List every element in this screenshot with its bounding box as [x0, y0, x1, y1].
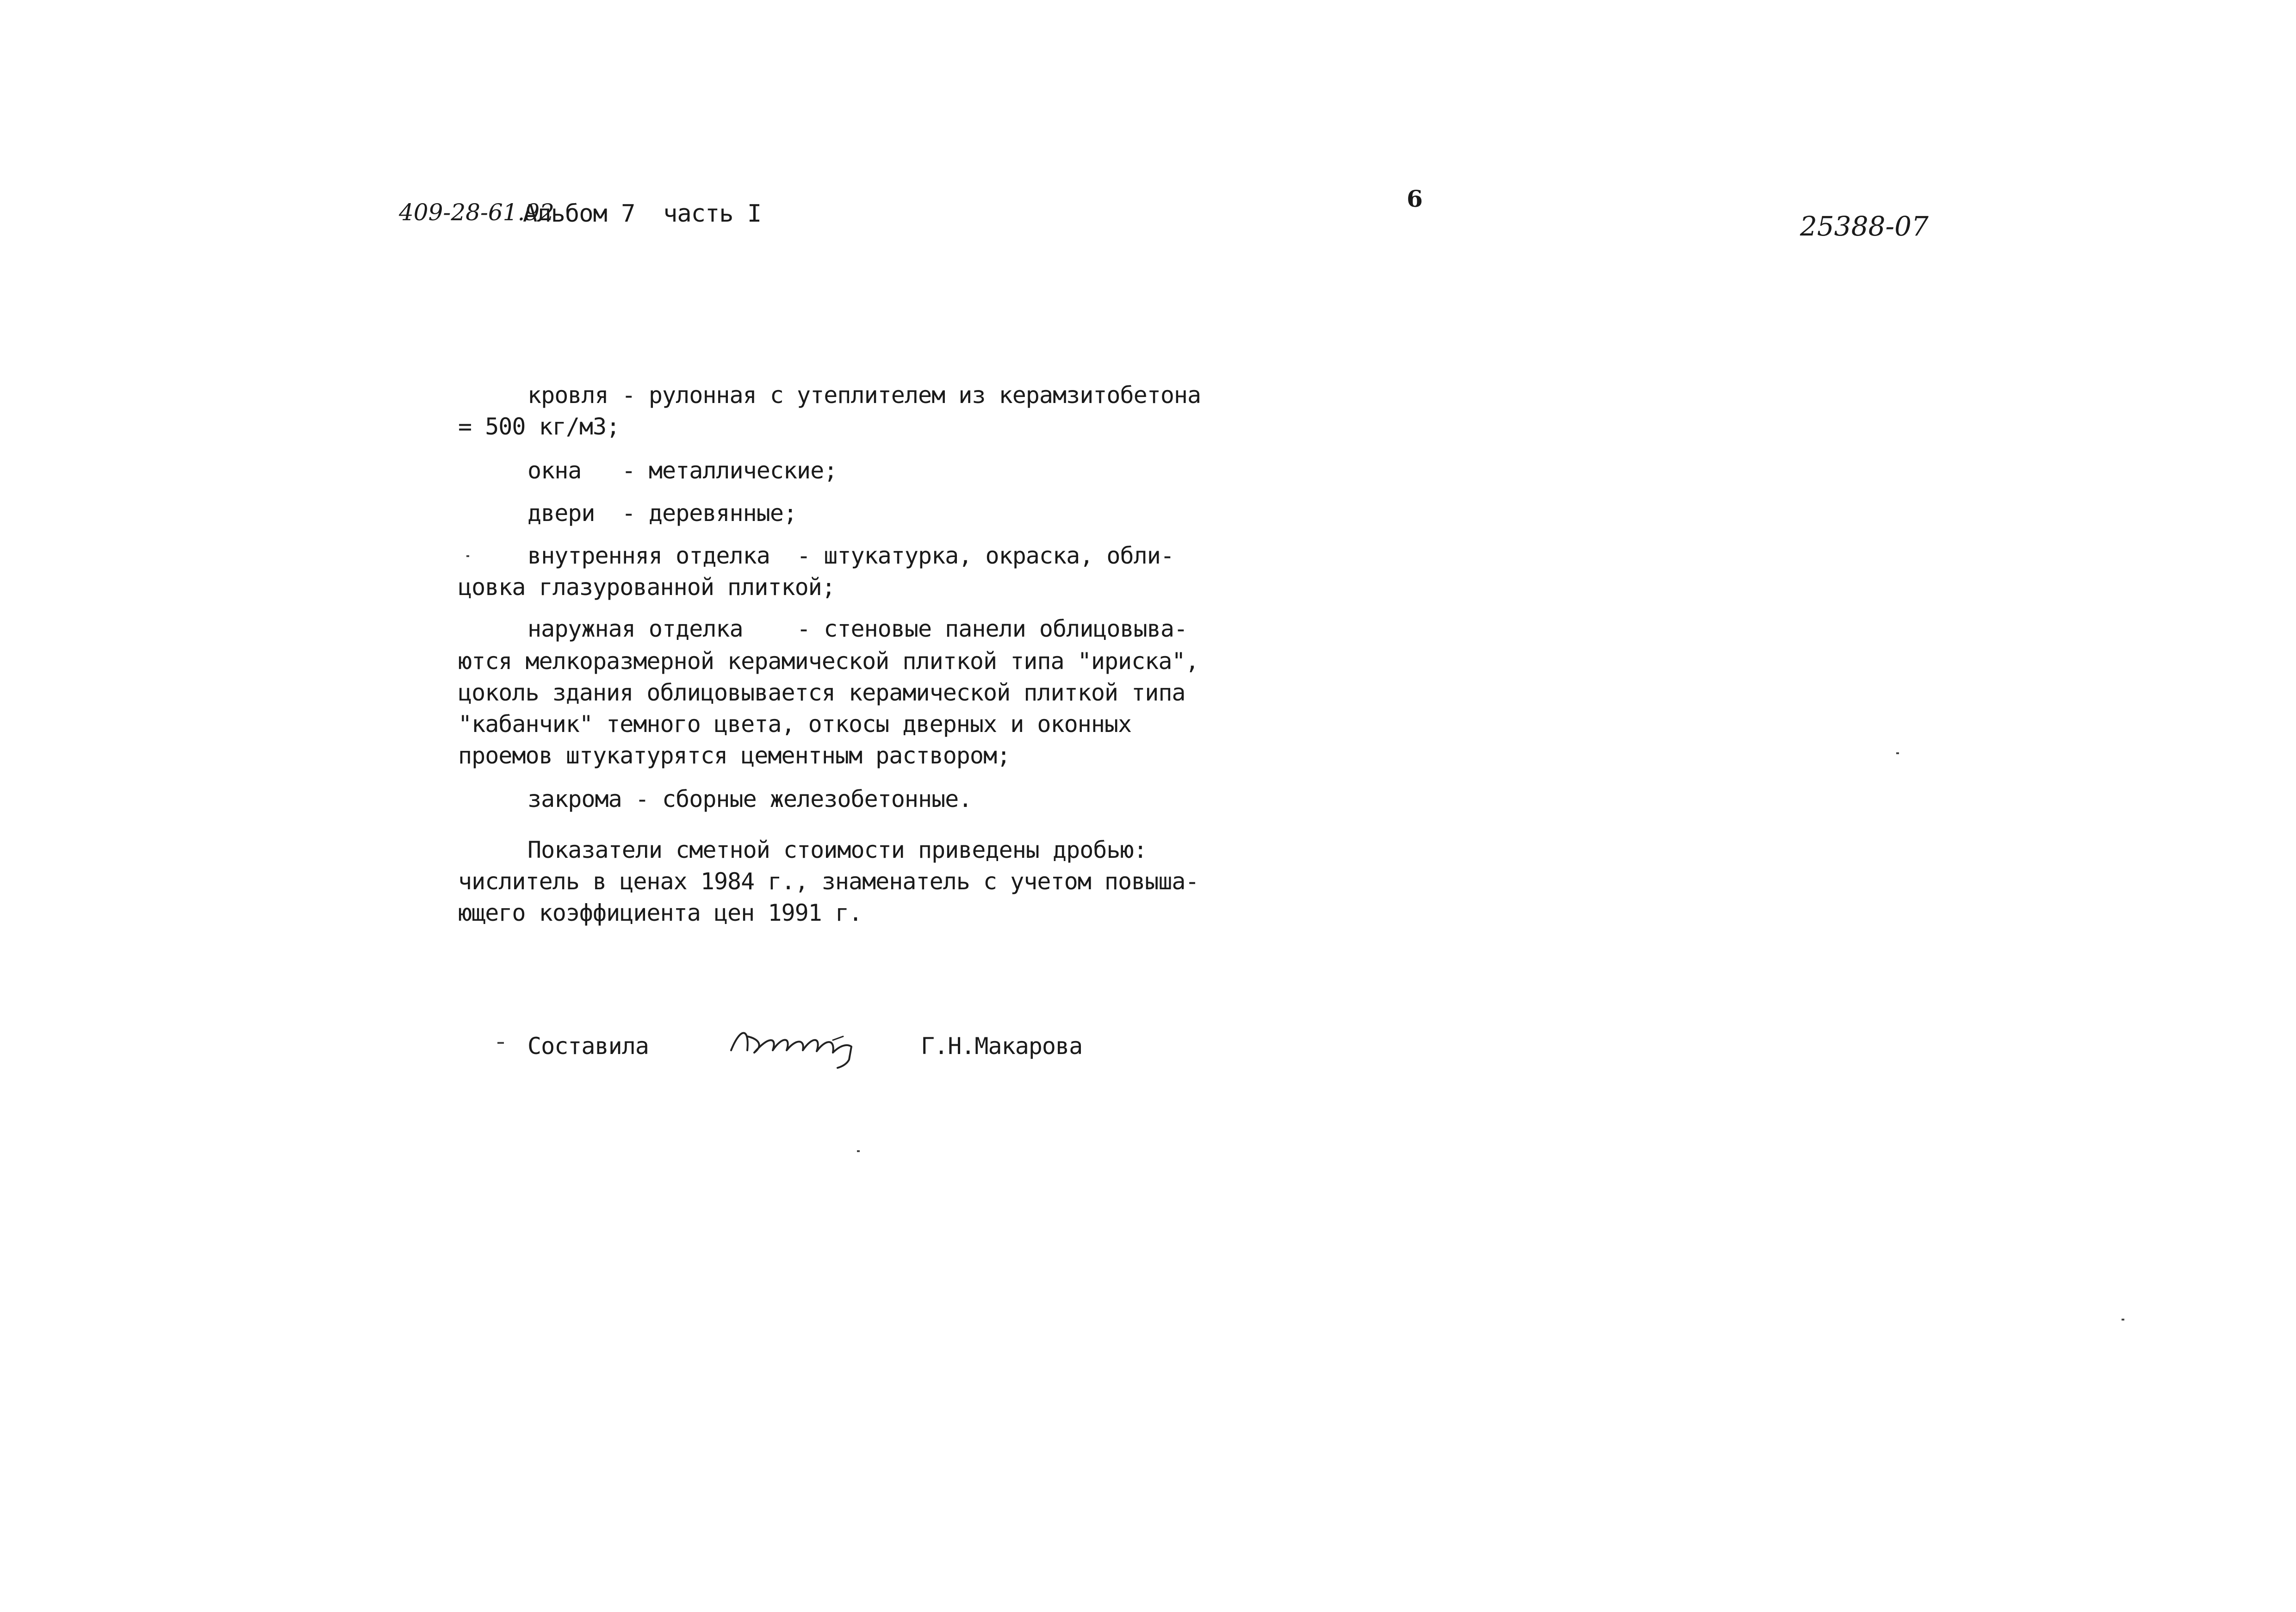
roof-line-1: кровля - рулонная с утеплителем из керамзитобетона [527, 382, 1201, 409]
cost-line-1: Показатели сметной стоимости приведены дробью: [527, 837, 1147, 863]
scan-speck-3 [2122, 1319, 2124, 1321]
interior-line-1: внутренняя отделка - штукатурка, окраска, обли- [527, 542, 1174, 569]
exterior-line-2: ются мелкоразмерной керамической плиткой типа "ириска", [458, 648, 1199, 675]
cost-line-3: ющего коэффициента цен 1991 г. [458, 899, 863, 926]
signature-icon [722, 1018, 870, 1073]
exterior-line-5: проемов штукатурятся цементным раствором; [458, 742, 1011, 769]
windows-line: окна - металлические; [527, 457, 838, 484]
album-text: Альбом 7 часть I [523, 200, 762, 228]
dash-mark [497, 1042, 504, 1044]
album-number: 409-28-61.92 [399, 199, 554, 226]
exterior-line-3: цоколь здания облицовывается керамической плиткой типа [458, 679, 1185, 706]
page-number: 6 [1407, 185, 1423, 212]
registry-number: 25388-07 [1800, 211, 1929, 242]
roof-line-2: = 500 кг/м3; [458, 413, 620, 440]
exterior-line-4: "кабанчик" темного цвета, откосы дверных и оконных [458, 711, 1132, 738]
interior-line-2: цовка глазурованной плиткой; [458, 574, 835, 601]
compiled-label: Составила [527, 1033, 649, 1060]
exterior-line-1: наружная отделка - стеновые панели облицовыва- [527, 615, 1188, 642]
stray-dot [466, 555, 469, 557]
cost-line-2: числитель в ценах 1984 г., знаменатель с учетом повыша- [458, 868, 1199, 895]
lintels-line: закрома - сборные железобетонные. [527, 786, 972, 812]
compiled-name: Г.Н.Макарова [921, 1033, 1083, 1060]
doors-line: двери - деревянные; [527, 500, 797, 527]
scan-speck-2 [1896, 752, 1899, 754]
scan-speck-1 [857, 1150, 860, 1152]
